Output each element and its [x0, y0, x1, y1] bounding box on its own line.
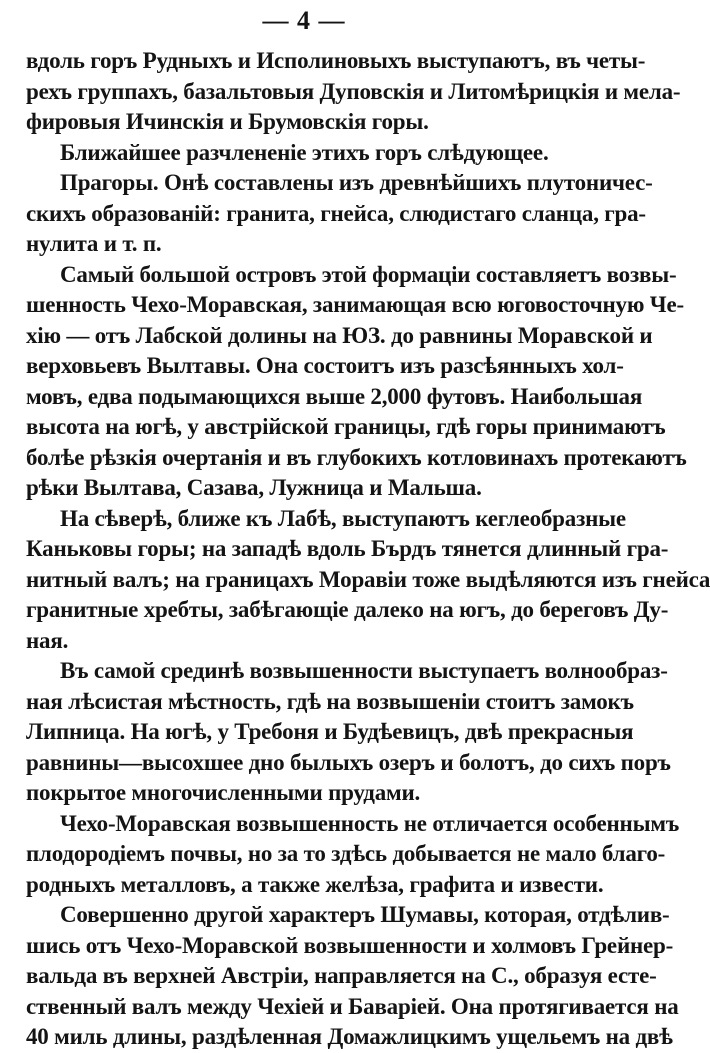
text-line: Липница. На югѣ, у Требоня и Будѣевицъ, двѣ прекрасныя	[26, 719, 634, 744]
text-line: шись отъ Чехо-Моравской возвышенности и холмовъ Грейнер-	[26, 932, 674, 958]
paragraph	[26, 260, 687, 504]
text-line: равнины—высохшее дно былыхъ озеръ и болотъ, до сихъ поръ	[26, 749, 671, 775]
page-number: — 4 —	[262, 6, 346, 35]
text-line: нитный валъ; на границахъ Моравіи тоже выдѣляются изъ гнейса	[26, 566, 710, 592]
text-body	[26, 46, 710, 1053]
text-line: покрытое многочисленными прудами.	[26, 780, 421, 805]
text-line: На сѣверѣ, ближе къ Лабѣ, выступаютъ кеглеобразные	[60, 505, 626, 531]
text-line: вальда въ верхней Австріи, направляется на С., образуя есте-	[26, 963, 657, 988]
text-line: высота на югѣ, у австрійской границы, гдѣ горы принимаютъ	[26, 414, 666, 439]
paragraph	[26, 809, 680, 901]
text-line: плодородіемъ почвы, но за то здѣсь добывается не мало благо-	[26, 841, 666, 866]
text-line: Каньковы горы; на западѣ вдоль Бърдъ тянется длинный гра-	[26, 536, 669, 561]
text-line: рѣки Вылтава, Сазава, Лужница и Мальша.	[26, 475, 482, 500]
text-line: Въ самой срединѣ возвышенности выступаетъ волнообраз-	[60, 658, 668, 683]
paragraph	[26, 168, 653, 260]
text-line: ная.	[26, 627, 69, 653]
text-line: Чехо-Моравская возвышенность не отличается особеннымъ	[60, 810, 680, 836]
paragraph	[26, 138, 582, 169]
text-line: 40 миль длины, раздѣленная Домажлицкимъ ущельемъ на двѣ	[26, 1024, 673, 1049]
text-line: вдоль горъ Рудныхъ и Исполиновыхъ выступаютъ, въ четы-	[26, 48, 646, 73]
paragraph	[26, 900, 679, 1053]
text-line: Ближайшее разчлененіе этихъ горъ слѣдующее.	[60, 139, 549, 165]
paragraph	[26, 656, 671, 809]
text-line: Самый большой островъ этой формаціи составляетъ возвы-	[60, 261, 677, 287]
text-line: рехъ группахъ, базальтовыя Дуповскія и Литомѣрицкія и мела-	[26, 78, 681, 104]
text-line: мовъ, едва подымающихся выше 2,000 футовъ. Наибольшая	[26, 383, 643, 409]
text-line: скихъ образованій: гранита, гнейса, слюдистаго сланца, гра-	[26, 200, 646, 226]
text-line: болѣе рѣзкія очертанія и въ глубокихъ котловинахъ протекаютъ	[26, 444, 687, 470]
text-line: родныхъ металловъ, а также желѣза, графита и извести.	[26, 871, 604, 897]
paragraph	[26, 46, 681, 138]
text-line: Совершенно другой характеръ Шумавы, которая, отдѣлив-	[60, 902, 670, 927]
text-line: верховьевъ Вылтавы. Она состоитъ изъ разсѣянныхъ хол-	[26, 353, 624, 378]
text-line: шенность Чехо-Моравская, занимающая всю юговосточную Че-	[26, 292, 684, 317]
text-line: Прагоры. Онѣ составлены изъ древнѣйшихъ плутоничес-	[60, 170, 653, 195]
text-line: нулита и т. п.	[26, 231, 162, 256]
text-line: ственный валъ между Чехіей и Баваріей. Она протягивается на	[26, 993, 679, 1019]
paragraph	[26, 504, 710, 657]
text-line: хію — отъ Лабской долины на ЮЗ. до равнины Моравской и	[26, 322, 653, 348]
text-line: ная лѣсистая мѣстность, гдѣ на возвышеніи стоитъ замокъ	[26, 688, 634, 714]
text-line: фировыя Ичинскія и Брумовскія горы.	[26, 109, 429, 134]
text-line: гранитные хребты, забѣгающіе далеко на югъ, до береговъ Ду-	[26, 597, 669, 622]
